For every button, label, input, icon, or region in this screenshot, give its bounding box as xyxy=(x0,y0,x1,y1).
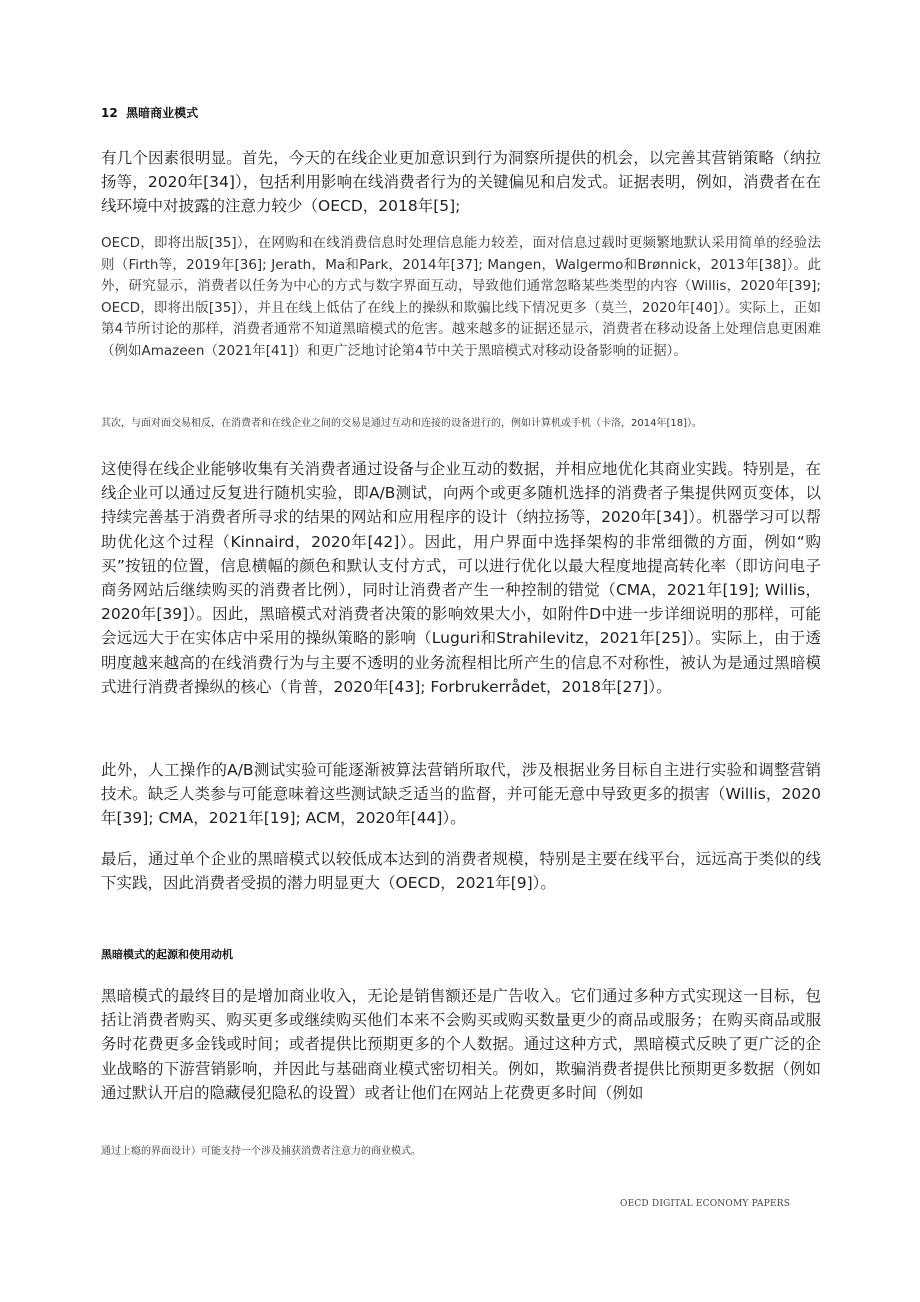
paragraph-evidence: OECD，即将出版[35]），在网购和在线消费信息时处理信息能力较差，面对信息过载时更频繁地默认采用简单的经验法则（Firth等，2019年[36]; Jerath，Ma和Park，2014年[37]; Mangen，Walgermo和Brønnick，2013年[38]）。此外，研究显示，消费者以任务为中心的方式与数字界面互动，导致他们通常忽略某些类型的内容（Willis，2020年[39]; OECD，即将出版[35]），并且在线上低估了在线上的操纵和欺骗比线下情况更多（莫兰，2020年[40]）。实际上，正如第4节所讨论的那样，消费者通常不知道黑暗模式的危害。越来越多的证据还显示，消费者在移动设备上处理信息更困难（例如Amazeen（2021年[41]）和更广泛地讨论第4节中关于黑暗模式对移动设备影响的证据）。 xyxy=(101,235,821,359)
page-header xyxy=(101,104,198,121)
paragraph-factors: 有几个因素很明显。首先，今天的在线企业更加意识到行为洞察所提供的机会，以完善其营销策略（纳拉扬等，2020年[34]），包括利用影响在线消费者行为的关键偏见和启发式。证据表明，例如，消费者在在线环境中对披露的注意力较少（OECD，2018年[5]; xyxy=(101,149,821,216)
section-title: 黑暗模式的起源和使用动机 xyxy=(101,948,233,961)
paragraph-continuation: 通过上瘾的界面设计）可能支持一个涉及捕获消费者注意力的商业模式。 xyxy=(101,1146,421,1157)
page-header-title: 黑暗商业模式 xyxy=(126,106,199,120)
paragraph-algorithmic-marketing: 此外，人工操作的A/B测试实验可能逐渐被算法营销所取代，涉及根据业务目标自主进行实验和调整营销技术。缺乏人类参与可能意味着这些测试缺乏适当的监督，并可能无意中导致更多的损害（Willis，2020年[39]; CMA，2021年[19]; ACM，2020年[44]）。 xyxy=(101,761,821,828)
paragraph-second-factor: 其次，与面对面交易相反，在消费者和在线企业之间的交易是通过互动和连接的设备进行的，例如计算机或手机（卡洛，2014年[18]）。 xyxy=(101,418,702,429)
page-number: 12 xyxy=(101,106,118,120)
paragraph-ab-testing: 这使得在线企业能够收集有关消费者通过设备与企业互动的数据，并相应地优化其商业实践。特别是，在线企业可以通过反复进行随机实验，即A/B测试，向两个或更多随机选择的消费者子集提供网页变体，以持续完善基于消费者所寻求的结果的网站和应用程序的设计（纳拉扬等，2020年[34]）。机器学习可以帮助优化这个过程（Kinnaird，2020年[42]）。因此，用户界面中选择架构的非常细微的方面，例如“购买”按钮的位置，信息横幅的颜色和默认支付方式，可以进行优化以最大程度地提高转化率（即访问电子商务网站后继续购买的消费者比例），同时让消费者产生一种控制的错觉（CMA，2021年[19]; Willis，2020年[39]）。因此，黑暗模式对消费者决策的影响效果大小，如附件D中进一步详细说明的那样，可能会远远大于在实体店中采用的操纵策略的影响（Luguri和Strahilevitz，2021年[25]）。实际上，由于透明度越来越高的在线消费行为与主要不透明的业务流程相比所产生的信息不对称性，被认为是通过黑暗模式进行消费者操纵的核心（肯普，2020年[43]; Forbrukerrådet，2018年[27]）。 xyxy=(101,460,821,696)
paragraph-scale: 最后，通过单个企业的黑暗模式以较低成本达到的消费者规模，特别是主要在线平台，远远高于类似的线下实践，因此消费者受损的潜力明显更大（OECD，2021年[9]）。 xyxy=(101,850,821,893)
paragraph-purpose: 黑暗模式的最终目的是增加商业收入，无论是销售额还是广告收入。它们通过多种方式实现这一目标，包括让消费者购买、购买更多或继续购买他们本来不会购买或购买数量更少的商品或服务；在购买商品或服务时花费更多金钱或时间；或者提供比预期更多的个人数据。通过这种方式，黑暗模式反映了更广泛的企业战略的下游营销影响，并因此与基础商业模式密切相关。例如，欺骗消费者提供比预期更多数据（例如通过默认开启的隐藏侵犯隐私的设置）或者让他们在网站上花费更多时间（例如 xyxy=(101,987,821,1102)
page-footer: OECD DIGITAL ECONOMY PAPERS xyxy=(620,1199,791,1209)
